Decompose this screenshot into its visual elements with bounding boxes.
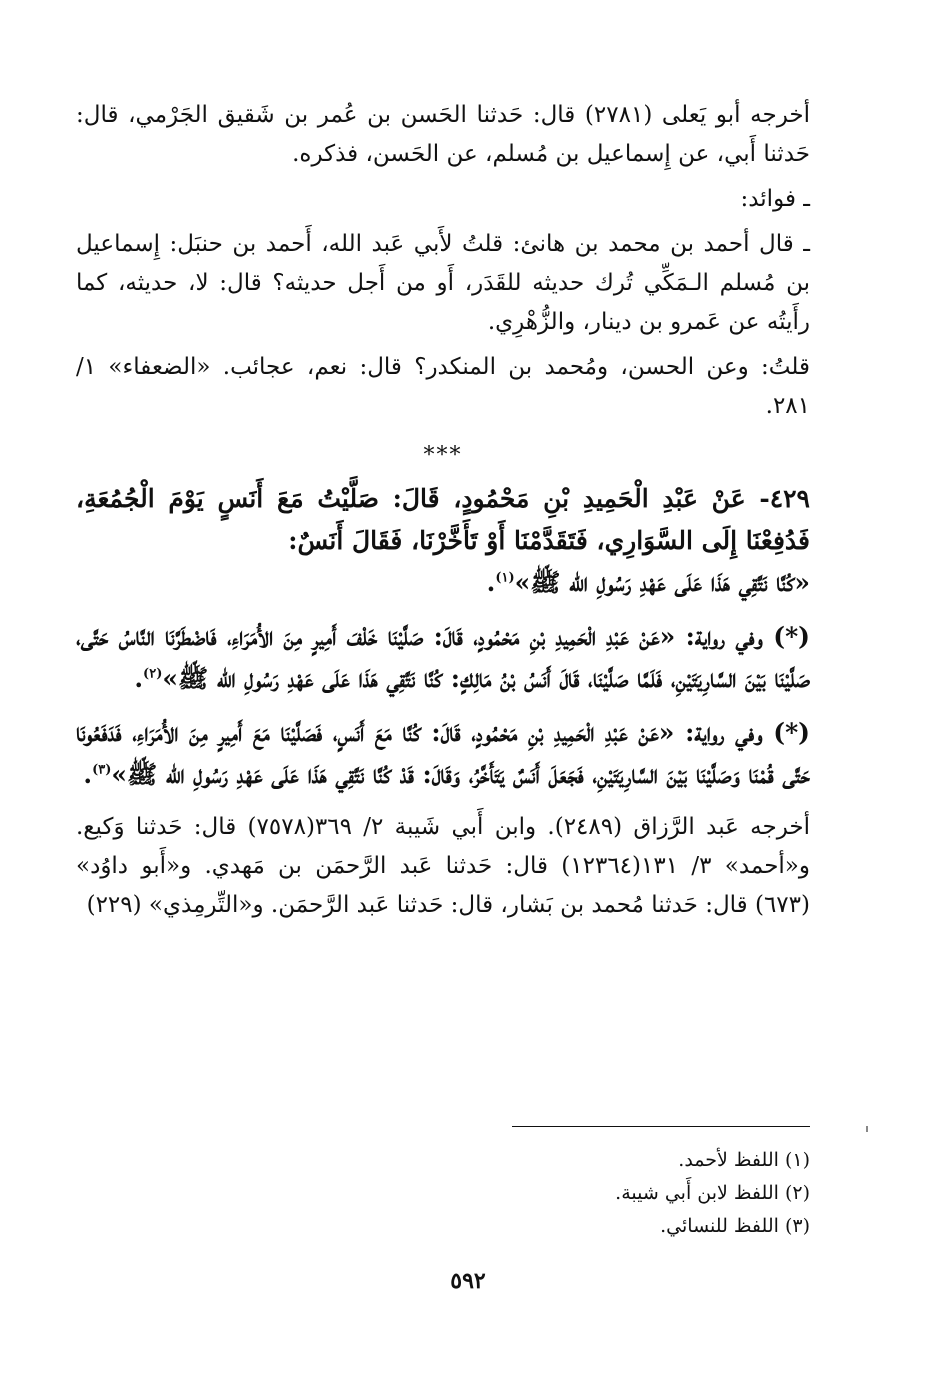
footnote-1: (١) اللفظ لأحمد. — [678, 1149, 810, 1171]
main-text — [76, 96, 810, 925]
takhrij-paragraph-2: أخرجه عَبد الرَّزاق (٢٤٨٩). وابن أَبي شَيبة ٢/ ٣٦٩(٧٥٧٨) قال: حَدثنا وَكيع. و«أحمد» ٣/ ١٣١(١٢٣٦٤) قال: حَدثنا عَبد الرَّحمَن بن مَهدي. و«أَبو داوُد» (٦٧٣) قال: حَدثنا مُحمد بن بَشار، قال: حَدثنا عَبد الرَّحمَن. و«التِّرمِذي» (٢٢٩) — [76, 814, 810, 918]
fawaid-paragraph-2: قلتُ: وعن الحسن، ومُحمد بن المنكدر؟ قال: نعم، عجائب. «الضعفاء» ١/ ٢٨١. — [76, 354, 810, 419]
page-number: ٥٩٢ — [450, 1268, 486, 1294]
hadith-429 — [76, 478, 810, 604]
footnote-ref-1: (١) — [495, 570, 515, 586]
section-separator: *** — [423, 443, 463, 468]
margin-mark — [866, 1126, 868, 1132]
footnotes — [310, 1144, 810, 1243]
footnote-3: (٣) اللفظ للنسائي. — [660, 1215, 810, 1237]
takhrij-paragraph: أخرجه أبو يَعلى (٢٧٨١) قال: حَدثنا الحَسن بن عُمر بن شَقيق الجَرْمي، قال: حَدثنا أَبي، عن إِسماعيل بن مُسلم، عن الحَسن، فذكره. — [76, 102, 810, 167]
hadith-429-end: . — [486, 568, 496, 597]
fawaid-paragraph: ـ قال أحمد بن محمد بن هانئ: قلتُ لأَبي عَبد الله، أَحمد بن حنبَل: إِسماعيل بن مُسلم الـمَكِّي تُرك حديثه للقَدَر، أَو من أَجل حديثه؟ قال: لا، حديثه، كما رأَيتُه عن عَمرو بن دينار، والزُّهْرِي. — [76, 231, 810, 335]
footnote-divider — [512, 1126, 810, 1127]
riwaya-3-text: (*) وفي رواية: «عَنْ عَبْدِ الْحَمِيدِ بْنِ مَحْمُودٍ، قَالَ: كُنَّا مَعَ أَنَسٍ، فَصَلَّيْنَا مَعَ أَمِيرٍ مِنَ الأُمَرَاءِ، فَدَفَعُونَا حَتَّى قُمْنَا وَصَلَّيْنَا بَيْنَ السَّارِيَتَيْنِ، فَجَعَلَ أَنَسٌ يَتَأَخَّرُ، وَقَالَ: قَدْ كُنَّا نَتَّقِي هَذَا عَلَى عَهْدِ رَسُولِ الله ﷺ» — [76, 718, 810, 789]
fawaid-heading: ـ فوائد: — [740, 186, 810, 212]
hadith-429-text: ٤٢٩- عَنْ عَبْدِ الْحَمِيدِ بْنِ مَحْمُودٍ، قَالَ: صَلَّيْتُ مَعَ أَنَسٍ يَوْمَ الْجُمُعَةِ، فَدُفِعْنَا إِلَى السَّوَارِي، فَتَقَدَّمْنَا أَوْ تَأَخَّرْنَا، فَقَالَ أَنَسٌ: — [76, 484, 810, 555]
hadith-429-quote: «كُنَّا نَتَّقِي هَذَا عَلَى عَهْدِ رَسُولِ الله ﷺ» — [514, 568, 810, 597]
riwaya-3 — [76, 712, 810, 796]
riwaya-2-text: (*) وفي رواية: «عَنْ عَبْدِ الْحَمِيدِ بْنِ مَحْمُودٍ، قَالَ: صَلَّيْنَا خَلْفَ أَمِيرٍ مِنَ الأُمَرَاءِ، فَاضْطَرَّنَا النَّاسُ حَتَّى، صَلَّيْنَا بَيْنَ السَّارِيَتَيْنِ، فَلَمَّا صَلَّيْنَا، قَالَ أَنَسُ بْنُ مَالِكٍ: كُنَّا نَتَّقِي هَذَا عَلَى عَهْدِ رَسُولِ الله ﷺ» — [76, 622, 810, 693]
riwaya-3-end: . — [83, 760, 93, 789]
riwaya-2-end: . — [134, 664, 144, 693]
footnote-ref-3: (٣) — [92, 762, 112, 778]
riwaya-2 — [76, 616, 810, 700]
footnote-2: (٢) اللفظ لابن أَبي شيبة. — [615, 1182, 810, 1204]
footnote-ref-2: (٢) — [143, 666, 163, 682]
